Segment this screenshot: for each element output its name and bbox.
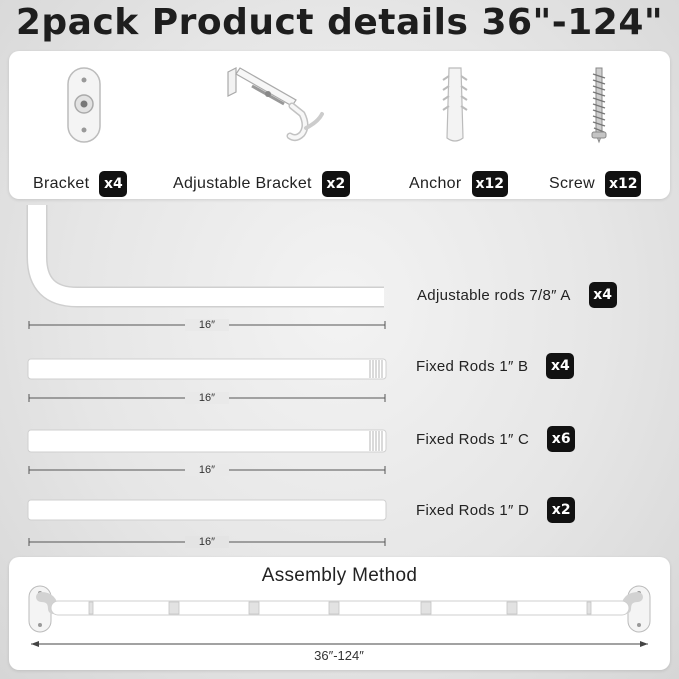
adjustable-bracket-icon: [222, 66, 322, 146]
rod-length-label: 16″: [185, 319, 229, 331]
assembled-rod-illustration: [9, 581, 670, 637]
part-label: Bracket: [33, 175, 90, 192]
rod-a-graphic: [0, 205, 400, 305]
part-label: Adjustable Bracket: [173, 175, 312, 192]
part-anchor: [409, 171, 508, 197]
part-bracket: [33, 171, 127, 197]
part-label: Anchor: [409, 175, 462, 192]
quantity-badge: x12: [605, 171, 642, 197]
part-adjustable-bracket: [173, 171, 350, 197]
rod-d-label: [416, 497, 575, 523]
quantity-badge: x12: [472, 171, 509, 197]
assembly-title: Assembly Method: [261, 565, 418, 586]
quantity-badge: x4: [589, 282, 617, 308]
rod-c-label: [416, 426, 575, 452]
rod-b-label: [416, 353, 574, 379]
rod-label: Fixed Rods 1″ B: [416, 357, 529, 375]
wall-bracket-icon: [64, 66, 104, 146]
rod-label: Adjustable rods 7/8″ A: [417, 286, 571, 304]
parts-panel: [9, 51, 670, 199]
assembly-panel: [9, 557, 670, 670]
quantity-badge: x6: [547, 426, 575, 452]
range-label: 36″-124″: [314, 648, 364, 663]
rod-length-label: 16″: [185, 392, 229, 404]
rod-length-label: 16″: [185, 536, 229, 548]
rod-length-label: 16″: [185, 464, 229, 476]
quantity-badge: x4: [99, 171, 127, 197]
rod-c-graphic: [0, 428, 400, 456]
rod-a-label: [417, 282, 617, 308]
screw-icon: [589, 66, 609, 146]
part-label: Screw: [549, 175, 595, 192]
quantity-badge: x2: [322, 171, 350, 197]
page-title: 2pack Product details 36"-124": [15, 2, 664, 43]
quantity-badge: x4: [546, 353, 574, 379]
wall-anchor-icon: [437, 66, 473, 146]
rod-label: Fixed Rods 1″ C: [416, 430, 530, 448]
rod-label: Fixed Rods 1″ D: [416, 501, 530, 519]
quantity-badge: x2: [547, 497, 575, 523]
rod-b-graphic: [0, 357, 400, 383]
part-screw: [549, 171, 641, 197]
rod-d-graphic: [0, 498, 400, 524]
